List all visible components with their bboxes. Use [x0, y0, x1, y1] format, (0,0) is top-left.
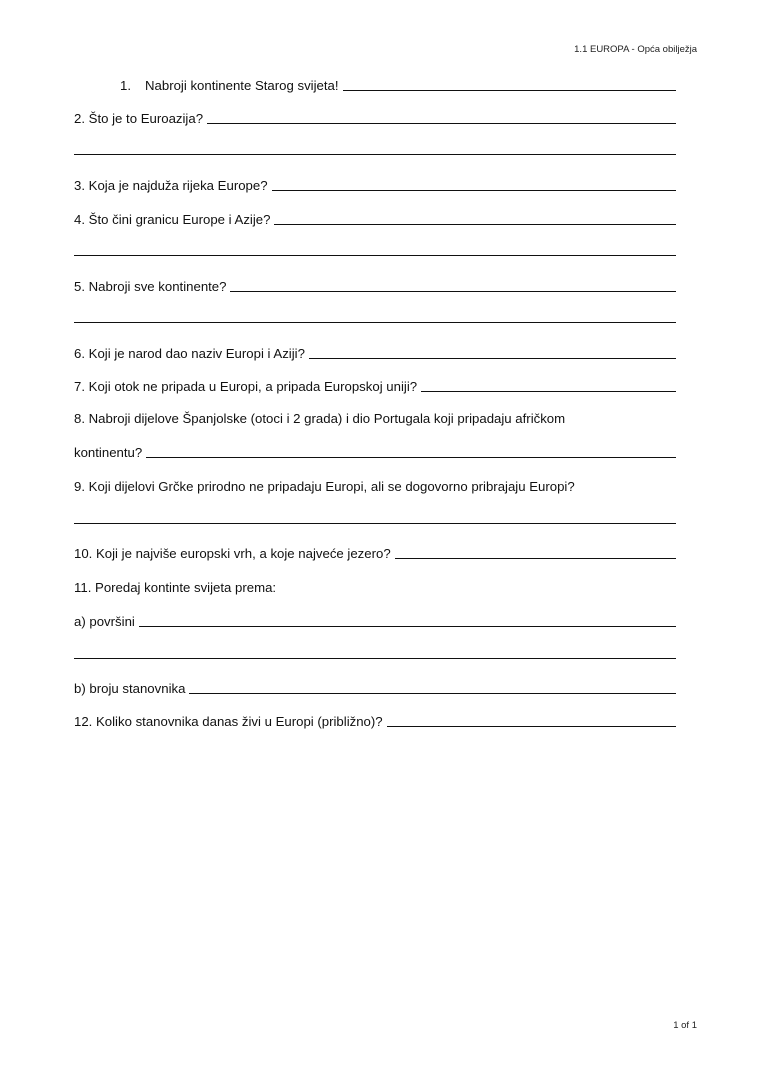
- question-8-text: 8. Nabroji dijelove Španjolske (otoci i 2 grada) i dio Portugala koji pripadaju afričkom: [74, 411, 566, 426]
- question-5-text: 5. Nabroji sve kontinente?: [74, 279, 227, 294]
- question-9-text: 9. Koji dijelovi Grčke prirodno ne pripadaju Europi, ali se dogovorno pribrajaju Europi?: [74, 479, 575, 494]
- question-4: [74, 210, 676, 228]
- question-11b-text: b) broju stanovnika: [74, 681, 186, 696]
- answer-line-3[interactable]: [272, 174, 676, 191]
- question-11a-text: a) površini: [74, 614, 135, 629]
- question-1-text: [120, 78, 339, 94]
- answer-line-5b[interactable]: [74, 322, 676, 323]
- answer-line-2b[interactable]: [74, 154, 676, 155]
- answer-line-11a[interactable]: [139, 610, 676, 627]
- question-8: [74, 409, 676, 427]
- answer-line-7[interactable]: [421, 375, 676, 392]
- question-8-text-2: kontinentu?: [74, 445, 143, 460]
- question-11a: [74, 612, 676, 630]
- question-10-text: 10. Koji je najviše europski vrh, a koje najveće jezero?: [74, 546, 391, 561]
- question-11: [74, 578, 676, 596]
- question-1-label: Nabroji kontinente Starog svijeta!: [145, 78, 339, 93]
- answer-line-2[interactable]: [207, 107, 676, 124]
- question-9: [74, 477, 676, 495]
- question-3-text: 3. Koja je najduža rijeka Europe?: [74, 178, 268, 193]
- answer-line-10[interactable]: [395, 542, 676, 559]
- answer-line-4b[interactable]: [74, 255, 676, 256]
- answer-line-11b[interactable]: [189, 677, 676, 694]
- question-3: [74, 176, 676, 194]
- answer-line-12[interactable]: [387, 710, 676, 727]
- answer-line-4[interactable]: [274, 208, 676, 225]
- question-11-text: 11. Poredaj kontinte svijeta prema:: [74, 580, 277, 595]
- question-7-text: 7. Koji otok ne pripada u Europi, a pripada Europskoj uniji?: [74, 379, 418, 394]
- answer-line-8[interactable]: [146, 441, 676, 458]
- question-5: [74, 277, 676, 295]
- question-8-continued: [74, 443, 676, 461]
- question-2: [74, 109, 676, 127]
- question-6-text: 6. Koji je narod dao naziv Europi i Aziji?: [74, 346, 305, 361]
- page-number: 1 of 1: [673, 1020, 697, 1031]
- question-1: [120, 76, 676, 94]
- question-12-text: 12. Koliko stanovnika danas živi u Europi (približno)?: [74, 714, 383, 729]
- answer-line-1[interactable]: [343, 74, 676, 91]
- question-2-text: 2. Što je to Euroazija?: [74, 111, 204, 126]
- answer-line-9[interactable]: [74, 523, 676, 524]
- question-10: [74, 544, 676, 562]
- answer-line-6[interactable]: [309, 342, 676, 359]
- running-header: 1.1 EUROPA - Opća obilježja: [574, 44, 697, 55]
- question-6: [74, 344, 676, 362]
- question-11b: [74, 679, 676, 697]
- question-12: [74, 712, 676, 730]
- question-4-text: 4. Što čini granicu Europe i Azije?: [74, 212, 271, 227]
- answer-line-11a-b[interactable]: [74, 658, 676, 659]
- question-7: [74, 377, 676, 395]
- answer-line-5[interactable]: [230, 275, 676, 292]
- question-1-number: 1.: [120, 78, 131, 93]
